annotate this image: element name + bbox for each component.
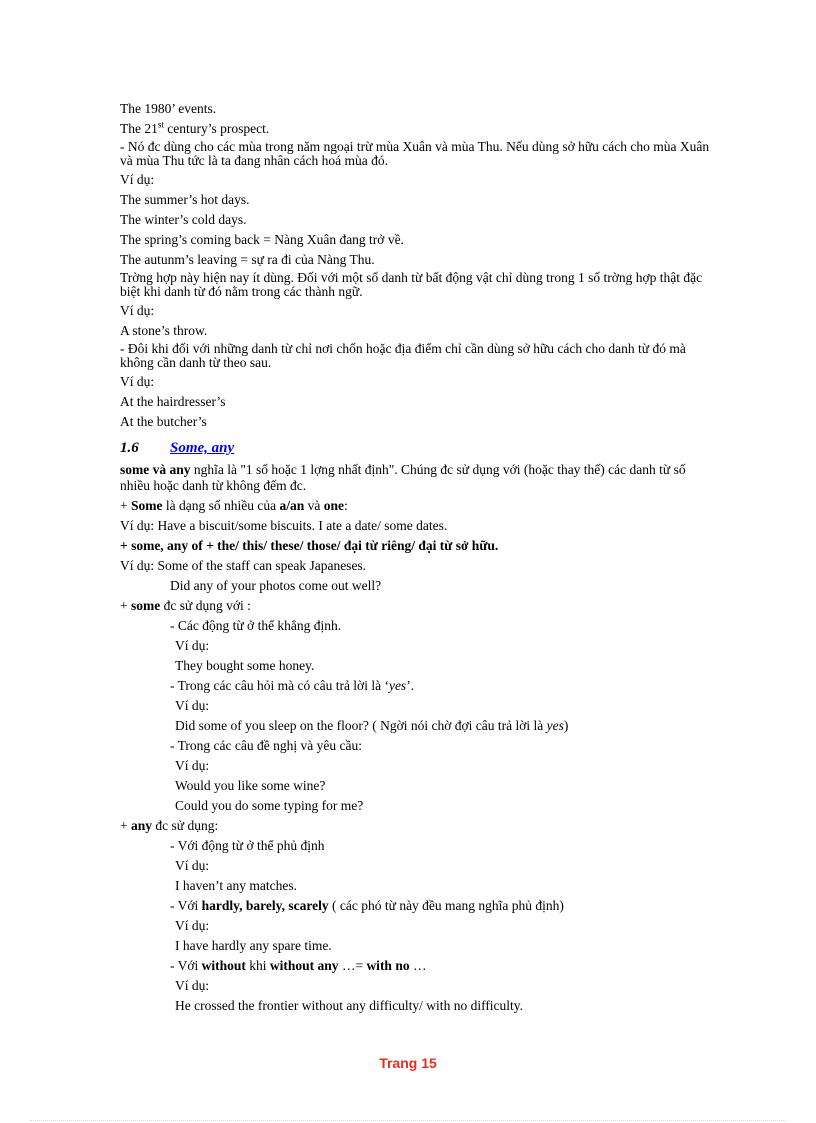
example-label: Ví dụ: [120,374,155,389]
text-span: …= [338,958,367,973]
bold-text: without any [269,958,339,973]
text-span: nghĩa là "1 số hoặc 1 lợng nhất định". Chúng đc sử dụng với (hoặc thay thế) các danh từ số nhiều hoặc danh từ không đếm đc. [120,462,686,493]
text-span: century’s prospect. [163,121,270,136]
text-line: Ví dụ: Some of the staff can speak Japaneses. [120,558,367,573]
text-line [120,597,710,614]
text-line: The 1980’ events. [120,101,217,116]
bold-text: any [131,818,153,833]
text-span: : [343,498,348,513]
text-line [120,120,710,137]
bold-text: hardly, barely, scarely [201,898,329,913]
text-line [120,957,710,974]
text-line: I have hardly any spare time. [175,938,332,953]
page-divider [30,1120,786,1121]
bold-text: one [323,498,344,513]
text-span: + [120,498,131,513]
text-line: They bought some honey. [175,658,315,673]
text-span: ( các phó từ này đều mang nghĩa phủ định) [328,898,564,913]
example-label: Ví dụ: [175,858,210,873]
text-line [120,677,710,694]
text-span: khi [245,958,270,973]
page-content [120,100,710,1014]
text-span: là dạng số nhiều của [162,498,280,513]
text-line: A stone’s throw. [120,323,208,338]
text-line [120,717,710,734]
text-line: Would you like some wine? [175,778,326,793]
bold-text: without [201,958,246,973]
text-span: đc sử dụng: [152,818,219,833]
text-line: The winter’s cold days. [120,212,247,227]
text-line: + some, any of + the/ this/ these/ those/ đại từ riêng/ đại từ sở hữu. [120,538,499,553]
text-line: The autunm’s leaving = sự ra đi của Nàng Thu. [120,252,375,267]
bold-text: some [131,598,161,613]
text-line: Could you do some typing for me? [175,798,364,813]
paragraph: - Đôi khi đối với những danh từ chỉ nơi chốn hoặc địa điểm chỉ cần dùng sở hữu cách cho danh từ đó mà không cần danh từ theo sau. [120,341,686,370]
bold-text: a/an [279,498,305,513]
text-line [120,897,710,914]
example-label: Ví dụ: [120,303,155,318]
text-line: At the butcher’s [120,414,207,429]
text-span: đc sử dụng với : [160,598,251,613]
text-line: He crossed the frontier without any difficulty/ with no difficulty. [175,998,524,1013]
page-number: Trang 15 [379,1055,437,1071]
text-span: Did some of you sleep on the floor? ( Ngời nói chờ đợi câu trả lời là [175,718,547,733]
example-label: Ví dụ: [175,918,210,933]
text-span: + [120,818,131,833]
text-span: ’. [406,678,415,693]
italic-text: yes [546,718,564,733]
section-title-link[interactable]: Some, any [170,440,235,456]
text-span: + [120,598,131,613]
text-line: The spring’s coming back = Nàng Xuân đang trở về. [120,232,404,247]
text-span: ) [563,718,569,733]
text-line: The summer’s hot days. [120,192,250,207]
text-line [120,817,710,834]
section-number: 1.6 [120,440,139,456]
text-line: - Với động từ ở thể phủ định [170,838,325,853]
example-label: Ví dụ: [175,698,210,713]
text-span: - Trong các câu hỏi mà có câu trả lời là ‘ [170,678,389,693]
text-line: I haven’t any matches. [175,878,297,893]
text-span: The 21 [120,121,158,136]
text-line: Did any of your photos come out well? [170,578,382,593]
text-line: At the hairdresser’s [120,394,226,409]
bold-text: with no [366,958,410,973]
text-span: - Với [170,898,202,913]
paragraph: Trờng hợp này hiện nay ít dùng. Đối với một số danh từ bất động vật chỉ dùng trong 1 số trờng hợp thật đặc biệt khi danh từ đó nằm trong các thành ngữ. [120,270,703,299]
bold-text: some và any [120,462,191,477]
text-line [120,497,710,514]
italic-text: yes [388,678,407,693]
text-line: - Trong các câu đề nghị và yêu cầu: [170,738,362,753]
example-label: Ví dụ: [175,638,210,653]
text-span: … [409,958,427,973]
text-span: - Với [170,958,202,973]
bold-text: Some [131,498,163,513]
text-span: và [304,498,324,513]
superscript: st [157,119,164,130]
paragraph [120,462,710,494]
text-line: - Các động từ ở thể khẳng định. [170,618,342,633]
paragraph: - Nó đc dùng cho các mùa trong năm ngoại trừ mùa Xuân và mùa Thu. Nếu dùng sở hữu cách cho mùa Xuân và mùa Thu tức là ta đang nhân cách hoá mùa đó. [120,139,710,168]
example-label: Ví dụ: [175,758,210,773]
example-label: Ví dụ: [120,172,155,187]
example-label: Ví dụ: [175,978,210,993]
section-heading [120,438,710,458]
text-line: Ví dụ: Have a biscuit/some biscuits. I ate a date/ some dates. [120,518,448,533]
